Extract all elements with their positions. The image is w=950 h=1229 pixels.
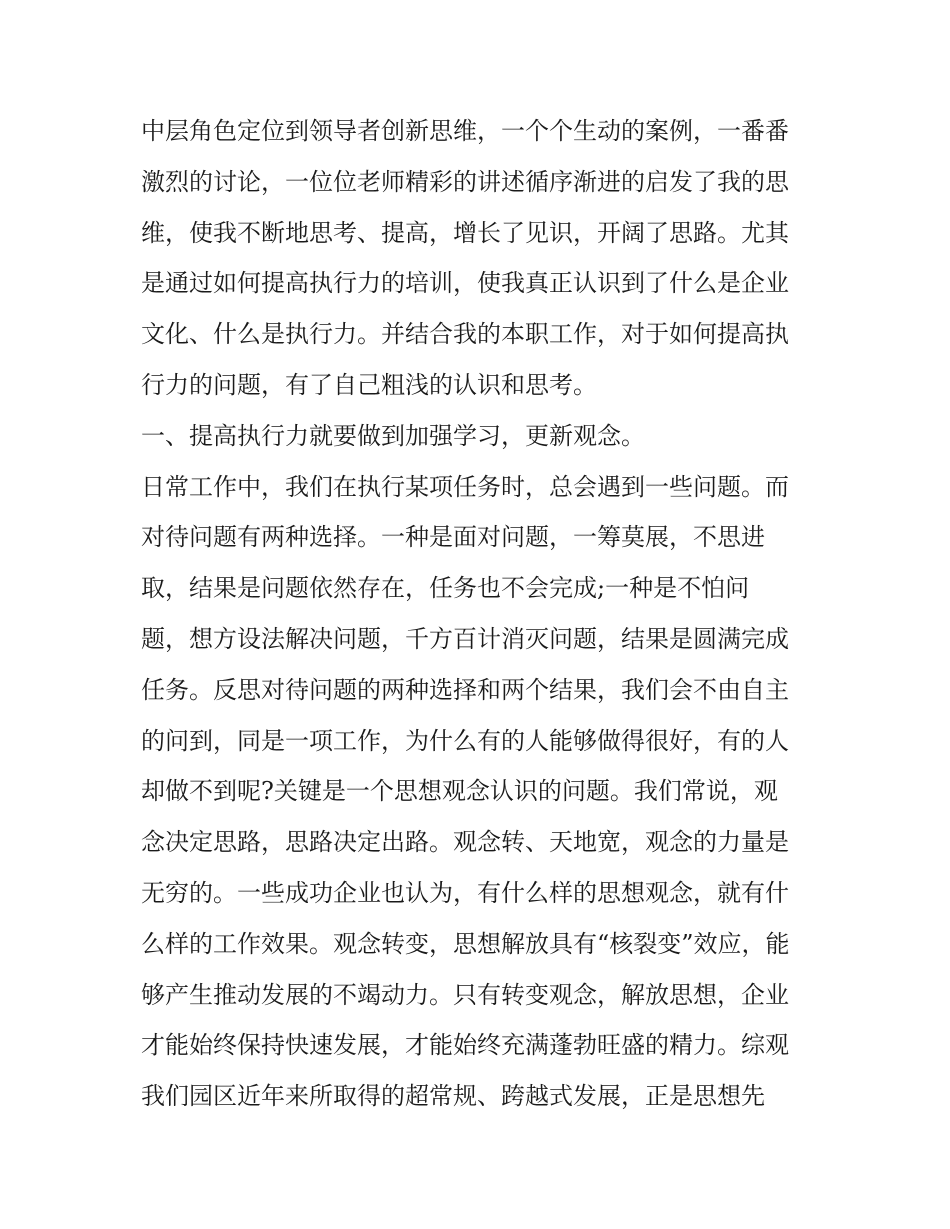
text-line: 无穷的。一些成功企业也认为，有什么样的思想观念，就有什 [141,878,789,907]
text-line: 维，使我不断地思考、提高，增长了见识，开阔了思路。尤其 [141,218,789,247]
text-line: 够产生推动发展的不竭动力。只有转变观念，解放思想，企业 [141,980,789,1009]
text-line: 行力的问题，有了自己粗浅的认识和思考。 [141,370,597,399]
text-line: 日常工作中，我们在执行某项任务时，总会遇到一些问题。而 [141,472,789,501]
text-line: 取，结果是问题依然存在，任务也不会完成;一种是不怕问 [141,574,750,603]
text-line: 对待问题有两种选择。一种是面对问题，一筹莫展，不思进 [141,523,765,552]
text-line: 是通过如何提高执行力的培训，使我真正认识到了什么是企业 [141,269,789,298]
text-line: 才能始终保持快速发展，才能始终充满蓬勃旺盛的精力。综观 [141,1031,789,1060]
text-line: 么样的工作效果。观念转变，思想解放具有“核裂变”效应，能 [141,929,790,958]
text-line: 中层角色定位到领导者创新思维，一个个生动的案例，一番番 [141,117,789,145]
body-text [141,106,821,1122]
text-line: 却做不到呢?关键是一个思想观念认识的问题。我们常说，观 [141,777,778,806]
text-line: 念决定思路，思路决定出路。观念转、天地宽，观念的力量是 [141,828,789,857]
section-heading: 一、提高执行力就要做到加强学习，更新观念。 [141,421,645,450]
text-line: 任务。反思对待问题的两种选择和两个结果，我们会不由自主 [141,675,789,704]
text-line: 题，想方设法解决问题，千方百计消灭问题，结果是圆满完成 [141,624,789,653]
text-line: 我们园区近年来所取得的超常规、跨越式发展，正是思想先 [141,1082,765,1111]
text-line: 文化、什么是执行力。并结合我的本职工作，对于如何提高执 [141,320,789,349]
text-line: 激烈的讨论，一位位老师精彩的讲述循序渐进的启发了我的思 [141,167,789,196]
text-line: 的问到，同是一项工作，为什么有的人能够做得很好，有的人 [141,726,789,755]
